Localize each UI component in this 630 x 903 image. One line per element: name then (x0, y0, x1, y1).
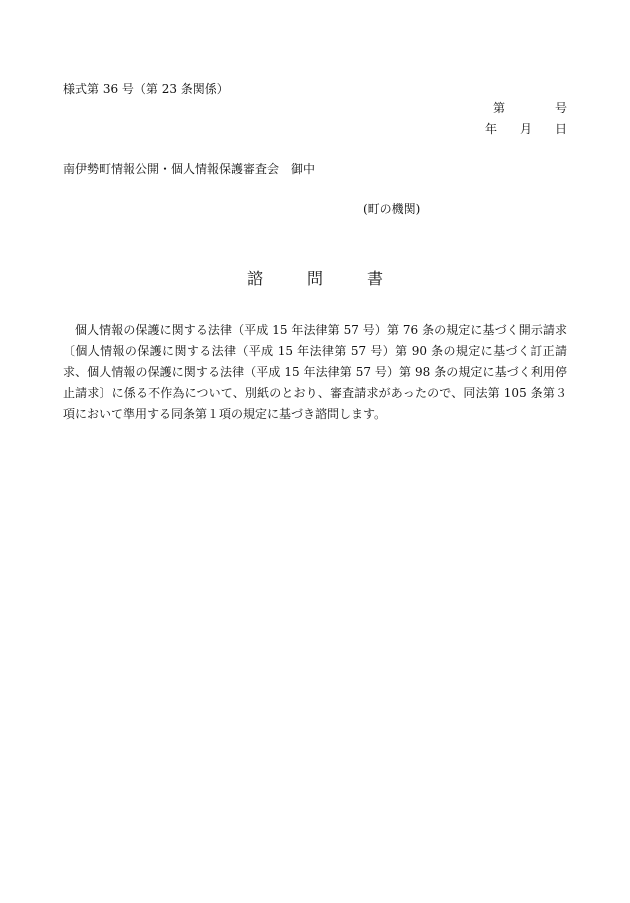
title-char-3: 書 (367, 269, 384, 288)
title-char-1: 諮 (246, 269, 263, 288)
date-month-label: 月 (519, 122, 532, 136)
document-number-prefix: 第 (492, 101, 505, 115)
body-paragraph: 個人情報の保護に関する法律（平成 15 年法律第 57 号）第 76 条の規定に基づく開示請求〔個人情報の保護に関する法律（平成 15 年法律第 57 号）第 90 条の規定に基づく訂正請求、個人情報の保護に関する法律（平成 15 年法律第 57 号）第 98 条の規定に基づく利用停止請求〕に係る不作為について、別紙のとおり、審査請求があったので、同法第 105 条第３項において準用する同条第１項の規定に基づき諮問します。 (63, 323, 567, 421)
document-number-line (493, 101, 567, 115)
document-date-line (485, 122, 567, 136)
document-title (0, 270, 630, 288)
addressee: 南伊勢町情報公開・個人情報保護審査会 御中 (63, 162, 316, 176)
date-year-label: 年 (484, 122, 497, 136)
sender-agency: (町の機関) (363, 202, 421, 216)
form-number: 様式第 36 号（第 23 条関係） (63, 82, 229, 96)
document-number-suffix: 号 (554, 101, 567, 115)
date-day-label: 日 (554, 122, 567, 136)
title-char-2: 問 (306, 269, 323, 288)
